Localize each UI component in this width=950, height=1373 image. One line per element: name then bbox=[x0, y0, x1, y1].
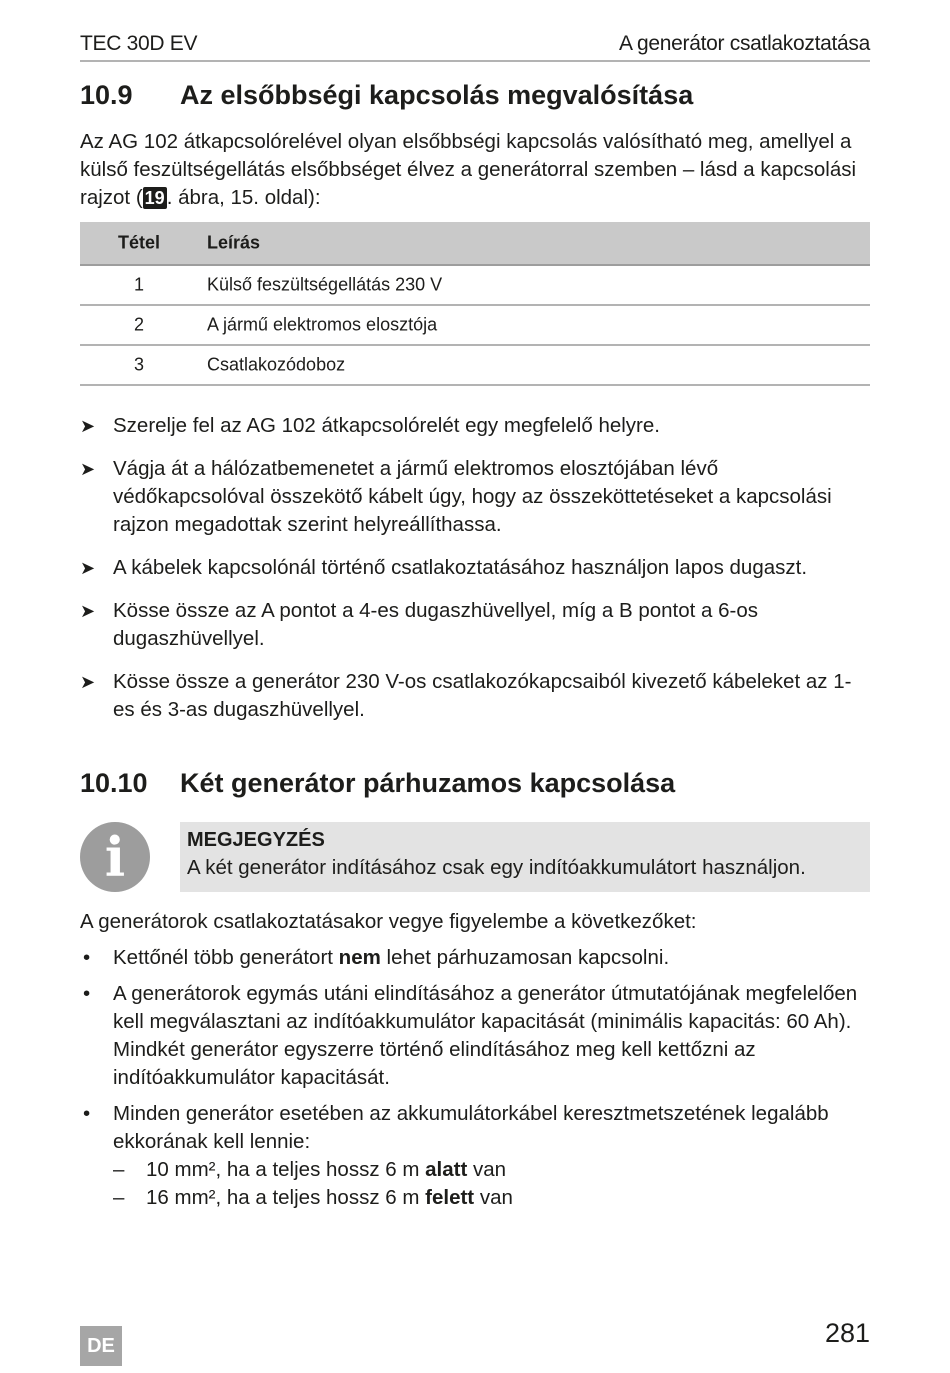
table-cell-description: A jármű elektromos elosztója bbox=[207, 314, 438, 335]
emphasis: nem bbox=[338, 946, 381, 969]
section-title: Az elsőbbségi kapcsolás megvalósítása bbox=[180, 80, 694, 110]
table-header bbox=[80, 222, 870, 266]
table-cell-description: Csatlakozódoboz bbox=[207, 354, 346, 375]
product-name: TEC 30D EV bbox=[80, 32, 198, 55]
intro-text-end: . ábra, 15. oldal): bbox=[166, 186, 321, 209]
items-table bbox=[80, 222, 870, 386]
bullet-list bbox=[80, 944, 870, 1220]
column-header-description: Leírás bbox=[207, 232, 261, 253]
step-text: Vágja át a hálózatbemenetet a jármű elektromos elosztójában lévő védőkapcsolóval összekötő kábelt úgy, hogy az összeköttetéseket a kapcsolási rajzon megadottak szerint helyreállíthassa. bbox=[113, 457, 832, 536]
list-item bbox=[80, 1100, 870, 1212]
sub-item bbox=[113, 1184, 870, 1212]
text: 16 mm², ha a teljes hossz 6 m bbox=[146, 1186, 426, 1209]
section-number: 10.9 bbox=[80, 80, 133, 110]
arrow-right-icon: ➤ bbox=[80, 416, 96, 436]
sub-item bbox=[113, 1156, 870, 1184]
table-cell-item: 2 bbox=[133, 314, 144, 335]
info-icon: i bbox=[80, 822, 150, 892]
intro-text: Az AG 102 átkapcsolórelével olyan elsőbbségi kapcsolás valósítható meg, amellyel a külső feszültségellátás elsőbbséget élvez a generátorral szemben – lásd a kapcsolási rajzot ( bbox=[80, 130, 857, 209]
arrow-right-icon: ➤ bbox=[80, 459, 96, 479]
section-intro-2: A generátorok csatlakoztatásakor vegye figyelembe a következőket: bbox=[80, 910, 697, 933]
section-heading-10-10 bbox=[80, 768, 675, 799]
table-row bbox=[80, 306, 870, 346]
arrow-right-icon: ➤ bbox=[80, 601, 96, 621]
figure-reference: 19 bbox=[144, 188, 165, 208]
language-badge: DE bbox=[80, 1326, 122, 1366]
dash-icon: – bbox=[113, 1186, 125, 1209]
instruction-steps bbox=[80, 412, 870, 739]
arrow-right-icon: ➤ bbox=[80, 558, 96, 578]
section-intro bbox=[80, 128, 870, 212]
text: van bbox=[474, 1186, 513, 1209]
page-number: 281 bbox=[824, 1318, 870, 1348]
text: van bbox=[467, 1158, 507, 1181]
note-text: A két generátor indításához csak egy indítóakkumulátort használjon. bbox=[187, 856, 806, 879]
table-row bbox=[80, 346, 870, 386]
instruction-step bbox=[80, 668, 870, 724]
chapter-title: A generátor csatlakoztatása bbox=[618, 32, 870, 55]
section-heading-10-9 bbox=[80, 80, 693, 111]
section-title: Két generátor párhuzamos kapcsolása bbox=[180, 768, 676, 798]
table-cell-item: 1 bbox=[133, 274, 144, 295]
step-text: Kösse össze az A pontot a 4-es dugaszhüvellyel, míg a B pontot a 6-os dugaszhüvellyel. bbox=[113, 599, 758, 650]
table-cell-description: Külső feszültségellátás 230 V bbox=[207, 274, 443, 295]
step-text: Szerelje fel az AG 102 átkapcsolórelét egy megfelelő helyre. bbox=[113, 414, 660, 437]
note-content bbox=[180, 822, 870, 892]
arrow-right-icon: ➤ bbox=[80, 672, 96, 692]
step-text: A kábelek kapcsolónál történő csatlakoztatásához használjon lapos dugaszt. bbox=[113, 556, 808, 579]
section-number: 10.10 bbox=[80, 768, 148, 798]
column-header-item: Tétel bbox=[117, 232, 160, 253]
bullet-icon: • bbox=[83, 946, 91, 969]
bullet-icon: • bbox=[83, 1102, 91, 1125]
text: Mindkét generátor egyszerre történő elindításához meg kell kettőzni az indítóakkumulátor kapacitását. bbox=[113, 1038, 756, 1089]
text: lehet párhuzamosan kapcsolni. bbox=[380, 946, 670, 969]
list-item bbox=[80, 980, 870, 1092]
instruction-step bbox=[80, 455, 870, 539]
text: Kettőnél több generátort bbox=[113, 946, 339, 969]
page-header bbox=[80, 30, 870, 62]
table-row bbox=[80, 266, 870, 306]
step-text: Kösse össze a generátor 230 V-os csatlakozókapcsaiból kivezető kábeleket az 1-es és 3-as dugaszhüvellyel. bbox=[113, 670, 852, 721]
emphasis: alatt bbox=[425, 1158, 468, 1181]
emphasis: felett bbox=[425, 1186, 475, 1209]
instruction-step bbox=[80, 554, 870, 582]
note-box bbox=[80, 822, 870, 892]
text: A generátorok egymás utáni elindításához a generátor útmutatójának megfelelően kell megválasztani az indítóakkumulátor kapacitását (minimális kapacitás: 60 Ah). bbox=[113, 982, 858, 1033]
text: Minden generátor esetében az akkumulátorkábel keresztmetszetének legalább ekkorának kell lennie: bbox=[113, 1102, 829, 1153]
instruction-step bbox=[80, 412, 870, 440]
text: 10 mm², ha a teljes hossz 6 m bbox=[146, 1158, 426, 1181]
bullet-icon: • bbox=[83, 982, 91, 1005]
table-cell-item: 3 bbox=[133, 354, 144, 375]
dash-icon: – bbox=[113, 1158, 125, 1181]
note-title: MEGJEGYZÉS bbox=[187, 829, 325, 851]
instruction-step bbox=[80, 597, 870, 653]
list-item bbox=[80, 944, 870, 972]
